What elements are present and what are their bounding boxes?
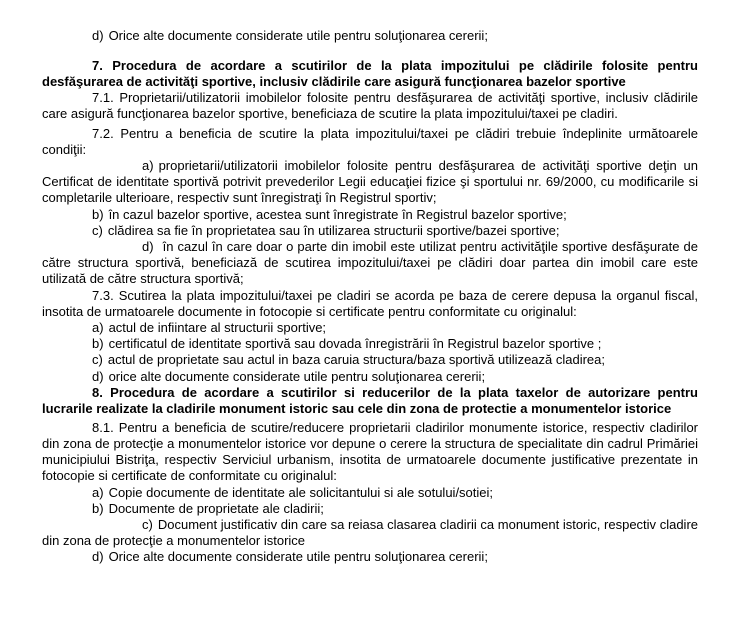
document-page [42, 28, 698, 566]
list-label: b) [92, 336, 104, 352]
list-item-7-2-a [42, 158, 698, 207]
list-text: în cazul bazelor sportive, acestea sunt înregistrate în Registrul bazelor sportive; [108, 206, 567, 222]
paragraph-7-1: 7.1. Proprietarii/utilizatorii imobilelor folosite pentru desfăşurarea de activităţi sportive, inclusiv clădirile care asigură funcţionarea bazelor sportive, beneficiaza de scutire la plata impozitului/taxei pe cladiri. [42, 90, 698, 122]
section-7-heading: 7. Procedura de acordare a scutirilor de la plata impozitului pe clădirile folosite pentru desfăşurarea de activităţi sportive, inclusiv clădirile care asigură funcţionarea bazelor sportive [42, 58, 698, 90]
list-label: d) [92, 28, 104, 43]
list-text: Document justificativ din care sa reiasa clasarea cladirii ca monument istoric, respectiv cladire din zona de protecţie a monumentelor istorice [42, 517, 698, 549]
list-item-8-1-a [42, 485, 698, 501]
list-item-7-2-b [42, 207, 698, 223]
list-text: Orice alte documente considerate utile pentru soluţionarea cererii; [108, 549, 488, 565]
list-item-7-3-c [42, 352, 698, 368]
list-item-7-3-a [42, 320, 698, 336]
list-label: d) [92, 549, 104, 565]
list-item-8-1-d [42, 549, 698, 565]
list-text: actul de infiintare al structurii sportive; [108, 320, 327, 336]
list-item-7-2-d [42, 239, 698, 288]
list-label: a) [92, 320, 104, 336]
paragraph-8-1: 8.1. Pentru a beneficia de scutire/reducere proprietarii cladirilor monumente istorice, respectiv cladirilor din zona de protecţie a monumentelor istorice vor depune o cerere la structura de specialitate din cadrul Primăriei municipiului Bistriţa, respectiv Serviciul urbanism, insotita de urmatoarele documente justificative prezentate in fotocopie si certificate de conformitate cu originalul: [42, 419, 698, 484]
list-label: a) [92, 484, 104, 500]
list-text: orice alte documente considerate utile pentru soluţionarea cererii; [108, 368, 486, 384]
section-7 [42, 58, 698, 385]
list-label: b) [92, 500, 104, 516]
list-text: proprietarii/utilizatorii imobilelor folosite pentru desfăşurarea de activităţi sportive deţin un Certificat de identitate sportivă potrivit prevederilor Legii educaţiei fizice şi sportului nr. 69/2000, cu modificarile si completarile ulterioare, respectiv sunt înregistraţi în Registrul sportiv; [42, 158, 698, 206]
list-label: d) [142, 239, 154, 255]
section-8 [42, 385, 698, 566]
list-text: Orice alte documente considerate utile pentru soluţionarea cererii; [108, 28, 488, 43]
list-text: actul de proprietate sau actul in baza caruia structura/baza sportivă utilizează cladirea; [107, 352, 606, 368]
list-item-7-2-c [42, 223, 698, 239]
section-8-heading: 8. Procedura de acordare a scutirilor si reducerilor de la plata taxelor de autorizare pentru lucrarile realizate la cladirile monument istoric sau cele din zona de protectie a monumentelor istorice [42, 384, 698, 416]
list-text: în cazul în care doar o parte din imobil este utilizat pentru activităţile sportive desfăşurate de către structura sportivă, beneficiază de scutirea impozitului/taxei pe clădiri doar partea din imobil care este utilizată de către structura sportivă; [42, 239, 698, 287]
list-item-7-3-b [42, 336, 698, 352]
list-item-intro-d [42, 28, 698, 44]
list-item-8-1-c [42, 517, 698, 549]
list-label: a) [142, 158, 154, 174]
list-text: clădirea sa fie în proprietatea sau în utilizarea structurii sportive/bazei sportive; [107, 222, 560, 238]
paragraph-7-3: 7.3. Scutirea la plata impozitului/taxei pe cladiri se acorda pe baza de cerere depusa la organul fiscal, insotita de urmatoarele documente in fotocopie si certificate pentru conformitate cu originalul: [42, 287, 698, 319]
list-label: c) [142, 517, 153, 533]
list-label: c) [92, 352, 103, 368]
list-label: d) [92, 368, 104, 384]
paragraph-7-2: 7.2. Pentru a beneficia de scutire la plata impozitului/taxei pe clădiri trebuie îndeplinite următoarele condiţii: [42, 125, 698, 157]
spacer [42, 44, 698, 58]
list-text: Copie documente de identitate ale solicitantului si ale sotului/sotiei; [108, 484, 494, 500]
list-label: b) [92, 206, 104, 222]
list-label: c) [92, 222, 103, 238]
list-item-8-1-b [42, 501, 698, 517]
list-item-7-3-d [42, 369, 698, 385]
list-text: Documente de proprietate ale cladirii; [108, 500, 324, 516]
list-text: certificatul de identitate sportivă sau dovada înregistrării în Registrul bazelor sportive ; [108, 336, 602, 352]
